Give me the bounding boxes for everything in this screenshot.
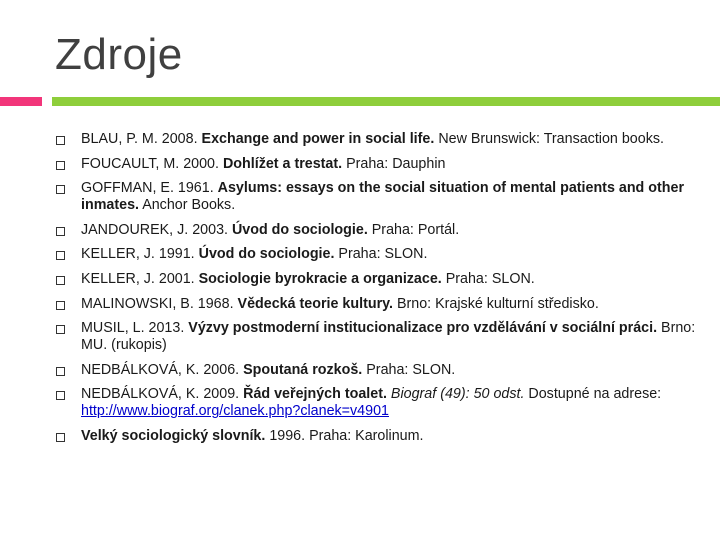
- reference-author-year: KELLER, J. 1991.: [81, 246, 199, 263]
- reference-title: Velký sociologický slovník.: [81, 427, 266, 444]
- square-bullet-icon: [56, 325, 65, 334]
- reference-item: [56, 222, 696, 239]
- reference-publisher: Praha: Portál.: [367, 221, 460, 238]
- accent-bar-green: [52, 97, 720, 106]
- reference-publisher: Dostupné na adrese:: [524, 386, 662, 403]
- square-bullet-icon: [56, 433, 65, 442]
- reference-publisher: Brno: MU. (rukopis): [81, 320, 696, 354]
- reference-publisher: Praha: Dauphin: [342, 155, 446, 172]
- square-bullet-icon: [56, 301, 65, 310]
- reference-title: Asylums: essays on the social situation of mental patients and other inmates.: [81, 180, 685, 214]
- square-bullet-icon: [56, 391, 65, 400]
- reference-title: Výzvy postmoderní institucionalizace pro vzdělávání v sociální práci.: [188, 320, 658, 337]
- reference-title: Dohlížet a trestat.: [222, 155, 343, 172]
- square-bullet-icon: [56, 276, 65, 285]
- reference-link[interactable]: http://www.biograf.org/clanek.php?clanek=v4901: [81, 403, 389, 420]
- reference-author-year: KELLER, J. 2001.: [81, 270, 199, 287]
- reference-title: Exchange and power in social life.: [201, 131, 435, 147]
- reference-item: [56, 428, 696, 445]
- reference-title: Sociologie byrokracie a organizace.: [198, 270, 442, 287]
- reference-title: Spoutaná rozkoš.: [243, 361, 363, 378]
- square-bullet-icon: [56, 227, 65, 236]
- reference-publisher: Brno: Krajské kulturní středisko.: [393, 295, 599, 312]
- square-bullet-icon: [56, 136, 65, 145]
- square-bullet-icon: [56, 367, 65, 376]
- reference-item: [56, 386, 696, 420]
- reference-publisher: New Brunswick: Transaction books.: [434, 131, 664, 147]
- reference-title: Úvod do sociologie.: [198, 246, 335, 263]
- reference-item: [56, 246, 696, 263]
- square-bullet-icon: [56, 251, 65, 260]
- reference-publisher: Praha: SLON.: [362, 361, 456, 378]
- reference-author-year: JANDOUREK, J. 2003.: [81, 221, 232, 238]
- reference-author-year: GOFFMAN, E. 1961.: [81, 180, 218, 197]
- reference-item: [56, 131, 696, 148]
- reference-author-year: MUSIL, L. 2013.: [81, 320, 189, 337]
- reference-author-year: NEDBÁLKOVÁ, K. 2009.: [81, 386, 244, 403]
- reference-publisher: Praha: SLON.: [334, 246, 428, 263]
- accent-bar-pink: [0, 97, 42, 106]
- square-bullet-icon: [56, 161, 65, 170]
- reference-author-year: NEDBÁLKOVÁ, K. 2006.: [81, 361, 244, 378]
- reference-item: [56, 296, 696, 313]
- reference-item: [56, 320, 696, 354]
- reference-list: [56, 131, 696, 453]
- reference-author-year: MALINOWSKI, B. 1968.: [81, 295, 238, 312]
- reference-publisher: Anchor Books.: [139, 197, 236, 214]
- reference-journal: Biograf (49): 50 odst.: [386, 386, 525, 403]
- square-bullet-icon: [56, 185, 65, 194]
- reference-item: [56, 180, 696, 214]
- page-title: Zdroje: [55, 30, 183, 79]
- reference-author-year: BLAU, P. M. 2008.: [81, 131, 202, 147]
- reference-item: [56, 271, 696, 288]
- reference-item: [56, 362, 696, 379]
- reference-title: Úvod do sociologie.: [231, 221, 368, 238]
- reference-publisher: Praha: SLON.: [441, 270, 535, 287]
- reference-author-year: FOUCAULT, M. 2000.: [81, 155, 223, 172]
- reference-title: Řád veřejných toalet.: [243, 386, 387, 403]
- reference-item: [56, 156, 696, 173]
- reference-publisher: 1996. Praha: Karolinum.: [265, 427, 424, 444]
- reference-title: Vědecká teorie kultury.: [237, 295, 394, 312]
